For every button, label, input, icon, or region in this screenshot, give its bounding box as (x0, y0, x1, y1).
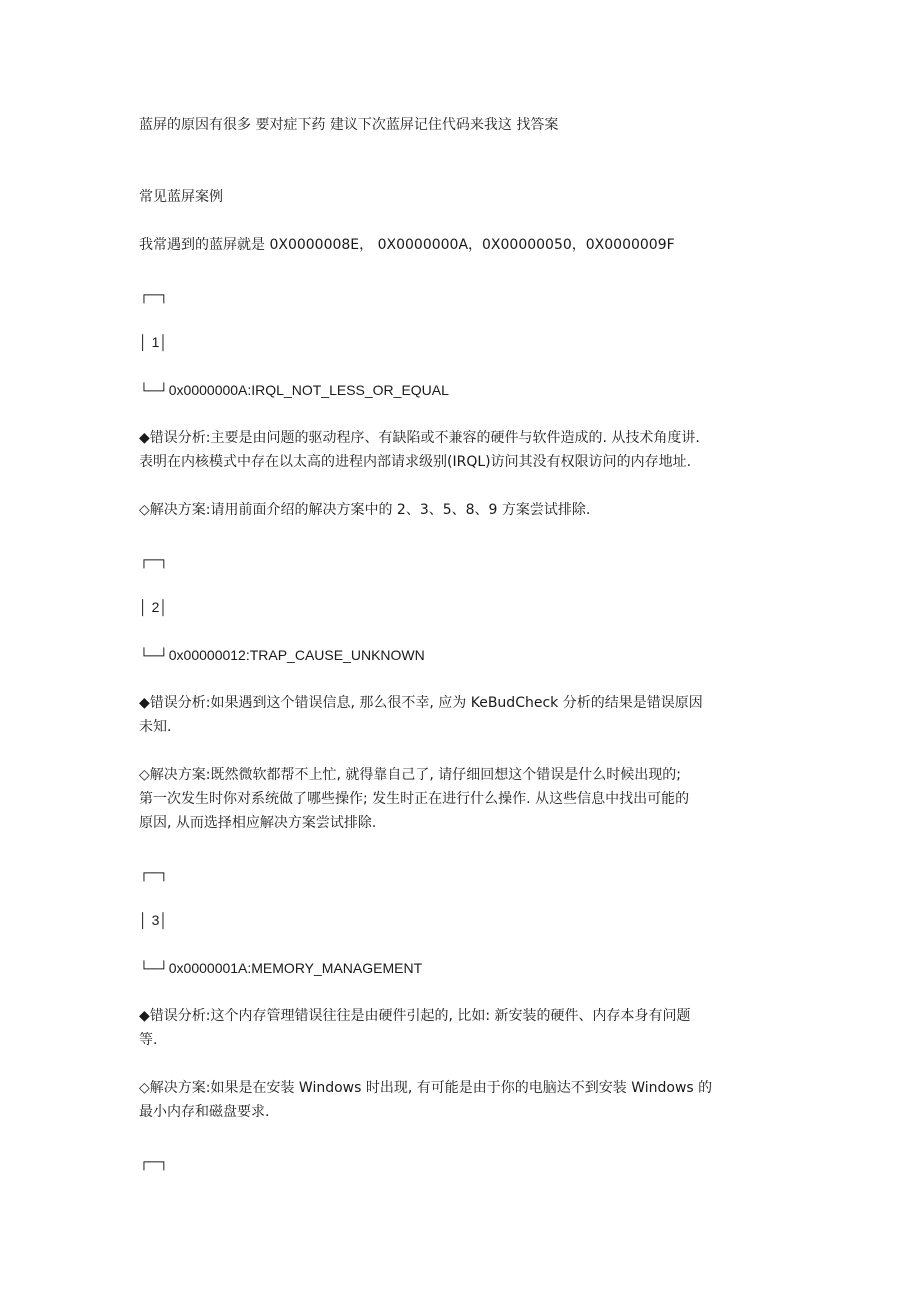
case-2-number: │ 2│ (139, 599, 169, 615)
case-3-number: │ 3│ (139, 912, 169, 928)
section-title: 常见蓝屏案例 (139, 189, 223, 205)
case-2-solution-line-1: ◇解决方案:既然微软都帮不上忙, 就得靠自己了, 请仔细回想这个错误是什么时候出现的; (139, 767, 681, 783)
case-3-solution-line-2: 最小内存和磁盘要求. (139, 1104, 270, 1120)
case-1-box-top: ┌─┐ (139, 286, 169, 302)
case-1-solution-line-1: ◇解决方案:请用前面介绍的解决方案中的 2、3、5、8、9 方案尝试排除. (139, 502, 591, 518)
case-3-code: └─┘0x0000001A:MEMORY_MANAGEMENT (139, 960, 423, 976)
case-1-analysis-line-2: 表明在内核模式中存在以太高的进程内部请求级别(IRQL)访问其没有权限访问的内存地址. (139, 454, 692, 470)
case-3-analysis-line-2: 等. (139, 1032, 158, 1048)
case-2-solution-line-3: 原因, 从而选择相应解决方案尝试排除. (139, 815, 377, 831)
case-4-box-top: ┌─┐ (139, 1153, 169, 1169)
case-1-analysis-line-1: ◆错误分析:主要是由问题的驱动程序、有缺陷或不兼容的硬件与软件造成的. 从技术角度讲. (139, 430, 700, 446)
case-3-solution-line-1: ◇解决方案:如果是在安装 Windows 时出现, 有可能是由于你的电脑达不到安装 Windows 的 (139, 1080, 713, 1096)
case-2-solution-line-2: 第一次发生时你对系统做了哪些操作; 发生时正在进行什么操作. 从这些信息中找出可能的 (139, 791, 690, 807)
common-codes-text: 我常遇到的蓝屏就是 0X0000008E， 0X0000000A，0X00000050，0X0000009F (139, 237, 675, 253)
case-2-box-top: ┌─┐ (139, 551, 169, 567)
case-2-code: └─┘0x00000012:TRAP_CAUSE_UNKNOWN (139, 647, 425, 663)
case-2-analysis-line-1: ◆错误分析:如果遇到这个错误信息, 那么很不幸, 应为 KeBudCheck 分析的结果是错误原因 (139, 695, 703, 711)
case-1-code: └─┘0x0000000A:IRQL_NOT_LESS_OR_EQUAL (139, 382, 449, 398)
case-1-number: │ 1│ (139, 334, 169, 350)
case-3-analysis-line-1: ◆错误分析:这个内存管理错误往往是由硬件引起的, 比如: 新安装的硬件、内存本身有问题 (139, 1008, 691, 1024)
case-3-box-top: ┌─┐ (139, 864, 169, 880)
intro-text: 蓝屏的原因有很多 要对症下药 建议下次蓝屏记住代码来我这 找答案 (139, 117, 559, 133)
case-2-analysis-line-2: 未知. (139, 719, 172, 735)
